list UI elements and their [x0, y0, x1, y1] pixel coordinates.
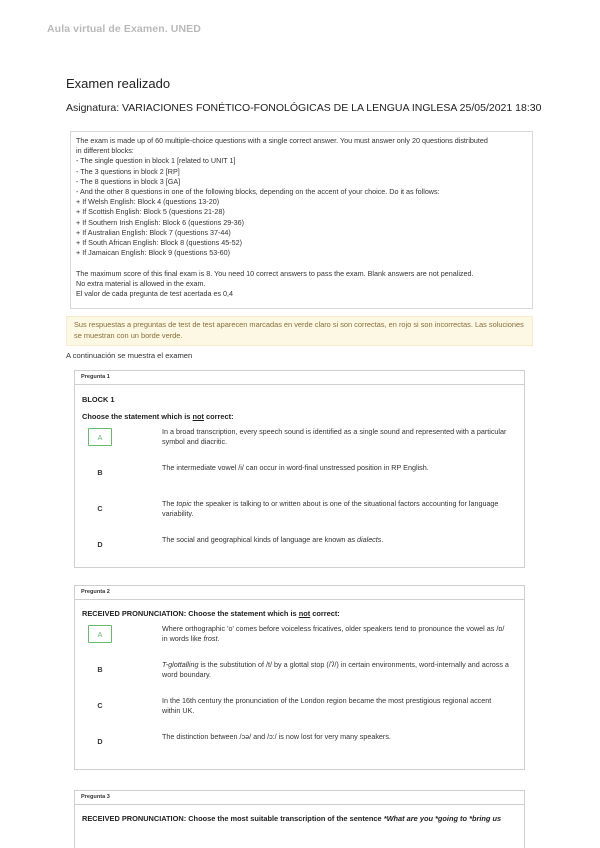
block-label: BLOCK 1 [82, 395, 115, 404]
instruction-line: - The 8 questions in block 3 [GA] [76, 176, 181, 186]
instruction-line: - And the other 8 questions in one of the following blocks, depending on the accent of your choice. Do it as follows: [76, 187, 440, 197]
question-prompt: RECEIVED PRONUNCIATION: Choose the statement which is not correct: [82, 609, 340, 618]
option-letter: C [97, 504, 103, 513]
page-title: Examen realizado [66, 76, 171, 91]
instruction-line: - The 3 questions in block 2 [RP] [76, 166, 180, 176]
instruction-line: The exam is made up of 60 multiple-choice questions with a single correct answer. You must answer only 20 questions distributed [76, 136, 488, 145]
question-prompt: RECEIVED PRONUNCIATION: Choose the most suitable transcription of the sentence *What are you *going to *bring us [82, 814, 502, 823]
question-card-1 [74, 370, 525, 568]
answer-option[interactable] [82, 621, 517, 657]
site-title[interactable]: Aula virtual de Examen. UNED [47, 23, 201, 35]
option-letter: B [97, 468, 103, 477]
option-text: The social and geographical kinds of language are known as dialects. [162, 535, 384, 544]
continue-text: A continuación se muestra el examen [66, 351, 193, 360]
option-letter: C [97, 701, 103, 710]
answer-color-notice: Sus respuestas a preguntas de test de test aparecen marcadas en verde claro si son correctas, en rojo si son incorrectas. Las soluciones se muestran con un borde verde. [66, 316, 533, 346]
question-header: Pregunta 3 [75, 791, 524, 805]
answer-option[interactable] [82, 460, 517, 496]
answer-option[interactable] [82, 424, 517, 460]
option-text: T-glottalling is the substitution of /t/ by a glottal stop (/ʔ/) in certain environments, word-internally and across a word boundary. [162, 660, 509, 679]
question-card-3 [74, 790, 525, 848]
subject-heading: Asignatura: VARIACIONES FONÉTICO-FONOLÓGICAS DE LA LENGUA INGLESA 25/05/2021 18:30 [66, 102, 542, 114]
material-line: No extra material is allowed in the exam. [76, 278, 206, 288]
question-header: Pregunta 2 [75, 586, 524, 600]
option-text: The intermediate vowel /i/ can occur in word-final unstressed position in RP English. [162, 463, 429, 472]
option-letter: D [97, 737, 103, 746]
answer-option[interactable] [82, 532, 517, 568]
option-text: In the 16th century the pronunciation of the London region became the most prestigious regional accent within UK. [162, 696, 492, 715]
option-text: In a broad transcription, every speech sound is identified as a single sound and represented with a particular symbol and diacritic. [162, 427, 507, 446]
instruction-line: in different blocks: [76, 146, 134, 156]
question-header: Pregunta 1 [75, 371, 524, 385]
value-line: El valor de cada pregunta de test acertada es 0,4 [76, 289, 234, 299]
instruction-line: + If Welsh English: Block 4 (questions 13-20) [76, 197, 220, 207]
instruction-line: - The single question in block 1 [related to UNIT 1] [76, 156, 236, 166]
option-letter: A [88, 428, 112, 446]
instruction-line: + If Southern Irish English: Block 6 (questions 29-36) [76, 217, 244, 227]
option-letter: D [97, 540, 103, 549]
option-letter: A [88, 625, 112, 643]
instruction-line: + If South African English: Block 8 (questions 45-52) [76, 238, 243, 248]
answer-option[interactable] [82, 657, 517, 693]
question-card-2 [74, 585, 525, 770]
answer-option[interactable] [82, 693, 517, 729]
option-letter: B [97, 665, 103, 674]
exam-instructions [70, 131, 533, 309]
option-text: The topic the speaker is talking to or written about is one of the situational factors accounting for language variability. [162, 499, 499, 518]
answer-option[interactable] [82, 729, 517, 765]
instruction-line: + If Australian English: Block 7 (questions 37-44) [76, 227, 231, 237]
instruction-line: + If Scottish English: Block 5 (questions 21-28) [76, 207, 225, 217]
option-text: Where orthographic 'o' comes before voiceless fricatives, older speakers tend to pronounce the vowel as /ɒ/ in words like frost. [162, 624, 505, 643]
question-prompt: Choose the statement which is not correct: [82, 412, 234, 421]
answer-option[interactable] [82, 496, 517, 532]
instruction-line: + If Jamaican English: Block 9 (questions 53-60) [76, 248, 231, 258]
score-line: The maximum score of this final exam is 8. You need 10 correct answers to pass the exam. Blank answers are not penalized. [76, 268, 474, 278]
option-text: The distinction between /ɔə/ and /ɔ:/ is now lost for very many speakers. [162, 732, 391, 741]
